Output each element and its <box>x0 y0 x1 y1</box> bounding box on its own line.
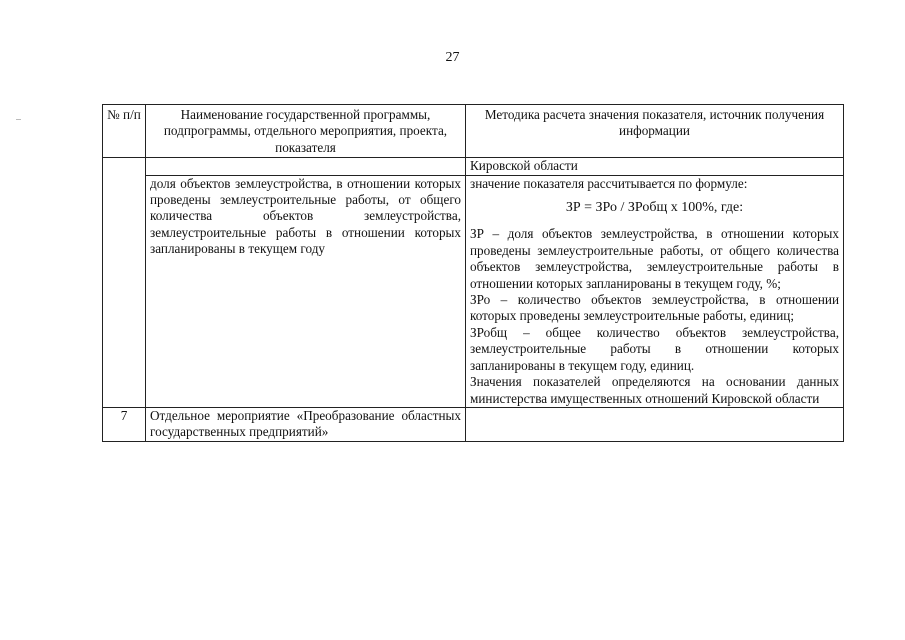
cell-row7-name: Отдельное мероприятие «Преобразование областных государственных предприятий» <box>146 407 466 441</box>
header-name-text: Наименование государственной программы, подпрограммы, отдельного мероприятия, проекта, показателя <box>163 107 448 155</box>
cell-row7-method <box>466 407 844 441</box>
table-row-continuation <box>103 158 844 175</box>
definition-zro: ЗРо – количество объектов землеустройства, в отношении которых проведены землеустроительные работы, единиц; <box>470 292 839 324</box>
table-header-row <box>103 105 844 158</box>
header-name <box>146 105 466 158</box>
table-row-7 <box>103 407 844 441</box>
cell-indicator-method <box>466 175 844 407</box>
method-intro: значение показателя рассчитывается по формуле: <box>470 175 748 191</box>
header-number-text: № п/п <box>107 107 141 122</box>
cell-number-empty <box>103 158 146 408</box>
cell-row7-number: 7 <box>103 407 146 441</box>
data-source: Значения показателей определяются на основании данных министерства имущественных отношений Кировской области <box>470 374 839 406</box>
scan-mark <box>16 119 21 120</box>
header-method <box>466 105 844 158</box>
formula: ЗР = ЗРо / ЗРобщ х 100%, где: <box>565 200 744 216</box>
cell-name-continuation-empty <box>146 158 466 175</box>
definition-zrobsh: ЗРобщ – общее количество объектов землеустройства, землеустроительные работы в отношении которых запланированы в текущем году, единиц. <box>470 324 839 373</box>
page-number: 27 <box>445 50 460 65</box>
cell-method-continuation: Кировской области <box>466 158 844 175</box>
table-row-indicator <box>103 175 844 407</box>
indicator-table <box>102 104 844 442</box>
header-method-text: Методика расчета значения показателя, источник получения информации <box>484 107 825 139</box>
header-number <box>103 105 146 158</box>
cell-indicator-name: доля объектов землеустройства, в отношении которых проведены землеустроительные работы, от общего количества объектов землеустройства, землеустроительные работы в отношении которых запланированы в текущем году <box>146 175 466 407</box>
definition-zr: ЗР – доля объектов землеустройства, в отношении которых проведены землеустроительные работы, от общего количества объектов землеустройства, землеустроительные работы в отношении которых запланированы в текущем году, %; <box>470 226 839 291</box>
